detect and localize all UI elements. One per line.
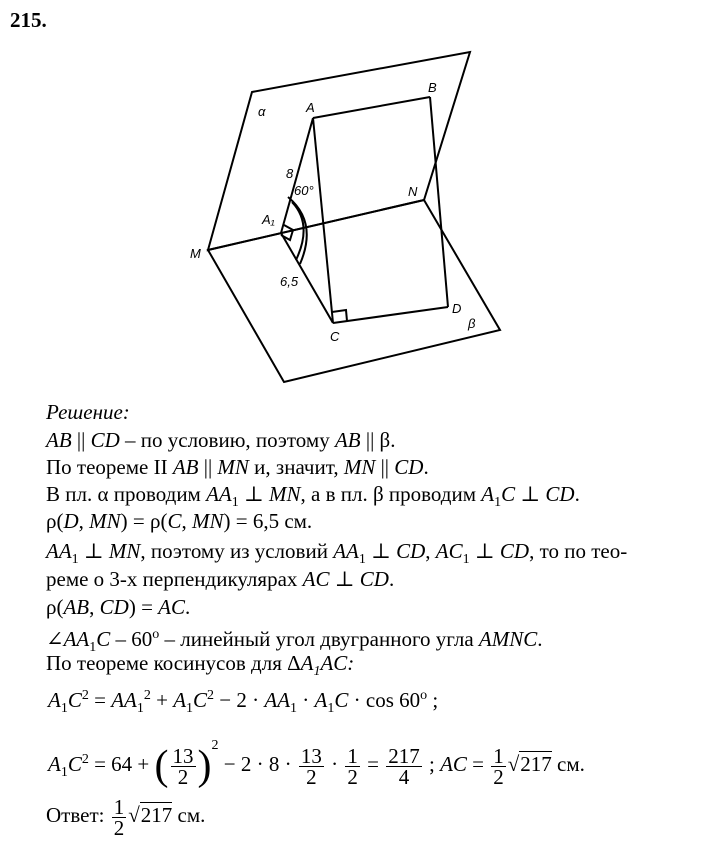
t: 2: [211, 738, 219, 753]
t: +: [150, 688, 174, 712]
t: = 64 +: [88, 752, 155, 776]
t: AC: [435, 539, 463, 563]
label-beta: β: [468, 316, 476, 331]
t: ;: [423, 752, 441, 776]
t: 2: [207, 688, 215, 703]
t: .: [537, 627, 543, 651]
t: C: [67, 688, 82, 712]
t: (: [154, 743, 169, 790]
t: , а в пл. β проводим: [300, 482, 482, 506]
t: AA: [206, 482, 232, 506]
t: AA: [333, 539, 359, 563]
t: 1: [462, 552, 470, 568]
t: 2: [177, 764, 189, 789]
t: || β.: [360, 428, 396, 452]
t: ,: [425, 539, 436, 563]
t: 2: [493, 764, 504, 789]
label-B: B: [428, 80, 437, 95]
fraction-1-2-b: [491, 743, 506, 789]
label-A: A: [306, 100, 315, 115]
t: AB: [46, 428, 72, 452]
t: .: [185, 595, 191, 619]
t: A: [48, 752, 61, 776]
t: AA: [264, 688, 291, 712]
segment-AB: [313, 97, 430, 118]
t: ||: [375, 455, 395, 479]
solution-line-6: [46, 566, 394, 592]
t: 1: [60, 701, 68, 717]
t: 217: [520, 752, 552, 776]
t: =: [466, 752, 490, 776]
t: 1: [89, 640, 97, 656]
t: ∠: [46, 627, 64, 651]
t: По теореме косинусов для Δ: [46, 651, 301, 675]
t: AA: [46, 539, 72, 563]
t: MN: [217, 455, 249, 479]
t: C: [193, 688, 208, 712]
solution-heading: Решение:: [46, 400, 130, 424]
t: MN: [343, 455, 376, 479]
t: 1: [347, 743, 358, 768]
t: CD: [359, 567, 389, 591]
t: 2: [143, 688, 151, 703]
t: ) = ρ(: [120, 509, 168, 533]
t: MN: [89, 509, 121, 533]
t: 1: [494, 495, 502, 511]
label-6-5: 6,5: [280, 274, 299, 289]
t: ⊥: [469, 539, 500, 563]
solution-line-4: [46, 508, 312, 534]
t: ;: [427, 688, 439, 712]
t: D: [63, 509, 79, 533]
solution-line-1: [46, 427, 395, 453]
t: AB: [63, 595, 90, 619]
t: 13: [172, 743, 194, 768]
t: AB: [334, 428, 361, 452]
t: CD: [394, 455, 424, 479]
t: C: [501, 482, 516, 506]
t: ): [197, 743, 212, 790]
t: A: [314, 688, 328, 712]
t: A: [48, 688, 61, 712]
fraction-13-2: [171, 743, 196, 789]
t: 2: [306, 764, 317, 789]
t: √: [128, 803, 140, 827]
t: По теореме II: [46, 455, 173, 479]
t: ρ(: [46, 509, 64, 533]
label-alpha: α: [258, 104, 266, 119]
t: CD: [99, 595, 129, 619]
t: 4: [398, 764, 410, 789]
t: ⊥: [365, 539, 397, 563]
solution-line-2: [46, 454, 429, 480]
t: 2: [81, 688, 89, 703]
label-M: M: [190, 246, 201, 261]
t: ) = 6,5 см.: [223, 509, 313, 533]
t: C: [167, 509, 182, 533]
t: AB: [172, 455, 199, 479]
t: 2: [347, 764, 358, 789]
t: 2: [113, 815, 125, 840]
formula-1: [48, 683, 438, 722]
t: – 60: [110, 627, 153, 651]
t: 1: [113, 794, 125, 819]
t: AMNC: [478, 627, 538, 651]
t: MN: [269, 482, 301, 506]
solution-line-7: [46, 594, 190, 620]
t: AA: [111, 688, 137, 712]
t: CD: [545, 482, 575, 506]
t: − 2 · 8 ·: [218, 752, 297, 776]
t: AC: [302, 567, 330, 591]
t: =: [88, 688, 112, 712]
t: .: [388, 567, 395, 591]
t: В пл. α проводим: [46, 482, 207, 506]
t: ·: [297, 688, 315, 712]
t: CD: [396, 539, 426, 563]
right-angle-C: [332, 310, 347, 321]
dihedral-angle-figure: [0, 0, 702, 400]
t: 1: [186, 701, 194, 717]
t: 1: [71, 552, 79, 568]
t: ,: [89, 595, 100, 619]
label-N: N: [408, 184, 418, 199]
t: 2: [81, 752, 89, 767]
label-8: 8: [286, 166, 294, 181]
segment-CD: [333, 307, 448, 323]
t: ⊥: [515, 482, 546, 506]
t: 1: [60, 765, 68, 781]
t: – по условию, поэтому: [119, 428, 335, 452]
t: A: [300, 651, 314, 675]
t: см.: [551, 752, 585, 776]
t: ,: [78, 509, 90, 533]
label-C: C: [330, 329, 340, 344]
t: AC: [440, 752, 467, 776]
t: ,: [181, 509, 192, 533]
t: AC:: [320, 651, 355, 675]
t: MN: [108, 539, 141, 563]
t: CD: [90, 428, 120, 452]
fraction-13-2-b: [299, 743, 324, 789]
t: 1: [290, 701, 298, 717]
t: C: [334, 688, 349, 712]
label-angle-60: 60°: [294, 183, 314, 198]
fraction-1-2: [345, 743, 360, 789]
t: см.: [172, 803, 206, 827]
t: · cos 60: [348, 688, 421, 712]
t: ||: [71, 428, 91, 452]
t: 1: [313, 664, 321, 680]
formula-2: [48, 724, 585, 795]
t: .: [574, 482, 580, 506]
t: − 2 ·: [214, 688, 265, 712]
t: 1: [493, 743, 504, 768]
t: ||: [198, 455, 218, 479]
t: =: [361, 752, 385, 776]
t: – линейный угол двугранного угла: [159, 627, 479, 651]
problem-number: 215.: [10, 8, 47, 32]
t: 13: [300, 743, 322, 768]
t: A: [481, 482, 495, 506]
t: AA: [63, 627, 90, 651]
t: 217: [140, 803, 173, 827]
t: реме о 3-х перпендикулярах: [46, 567, 303, 591]
plane-beta: [208, 200, 500, 382]
t: , то по тео-: [529, 539, 628, 563]
t: 1: [358, 552, 366, 568]
fraction-217-4: [386, 743, 422, 789]
solution-line-9: [46, 650, 354, 685]
t: 1: [136, 701, 144, 717]
label-D: D: [452, 301, 462, 316]
t: o: [420, 688, 428, 703]
t: √: [507, 752, 520, 776]
t: ρ(: [46, 595, 64, 619]
t: ) =: [128, 595, 159, 619]
answer-fraction: [112, 794, 127, 840]
t: CD: [499, 539, 530, 563]
t: ·: [325, 752, 344, 776]
t: o: [152, 627, 160, 642]
t: и, значит,: [248, 455, 344, 479]
t: Ответ:: [46, 803, 110, 827]
t: 217: [388, 743, 420, 768]
label-A1: A₁: [262, 212, 275, 227]
t: A: [173, 688, 187, 712]
t: ⊥: [329, 567, 360, 591]
t: .: [423, 455, 429, 479]
t: C: [96, 627, 111, 651]
t: MN: [191, 509, 224, 533]
t: , поэтому из условий: [140, 539, 334, 563]
t: 1: [231, 495, 239, 511]
t: 1: [327, 701, 335, 717]
t: AC: [158, 595, 186, 619]
t: ⊥: [238, 482, 270, 506]
t: ⊥: [78, 539, 109, 563]
t: C: [67, 752, 82, 776]
answer-line: [46, 793, 205, 838]
